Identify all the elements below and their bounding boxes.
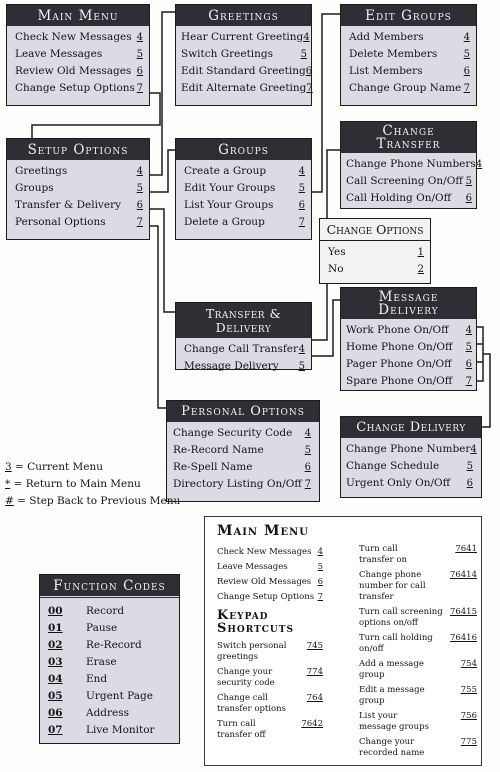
function-codes-title: Function Codes xyxy=(40,575,179,599)
change-transfer-item[interactable]: Call Holding On/Off 6 xyxy=(346,192,472,204)
card-shortcut-item: Switch personal greetings 745 xyxy=(217,641,323,662)
message-delivery-item[interactable]: Work Phone On/Off 4 xyxy=(346,324,472,336)
change-delivery-item[interactable]: Change Schedule 5 xyxy=(346,460,473,472)
setup-options-items xyxy=(7,160,149,231)
personal-options-items xyxy=(167,422,319,493)
edit-groups-item[interactable]: Add Members 4 xyxy=(349,31,470,43)
function-code-row: 06 Address xyxy=(48,707,130,719)
greetings-item[interactable]: Edit Standard Greeting 6 xyxy=(181,65,313,77)
card-shortcut-item: Change phone number for call transfer 76414 xyxy=(359,570,477,602)
card-shortcut-item: Turn call holding on/off 76416 xyxy=(359,633,477,654)
function-code-row: 04 End xyxy=(48,673,108,685)
legend xyxy=(5,459,180,510)
transfer-delivery-title: Transfer & Delivery xyxy=(176,303,311,338)
greetings-title: Greetings xyxy=(176,5,311,26)
message-delivery-item[interactable]: Spare Phone On/Off 7 xyxy=(346,375,472,387)
card-left-column xyxy=(217,547,323,745)
message-delivery-items xyxy=(341,319,476,390)
message-delivery-title-line2: Delivery xyxy=(378,302,439,318)
change-transfer-title xyxy=(341,122,476,153)
main-menu-box xyxy=(6,4,150,106)
card-main-item: Review Old Messages 6 xyxy=(217,577,323,587)
personal-options-title: Personal Options xyxy=(167,401,319,422)
card-shortcut-item: List your message groups 756 xyxy=(359,711,477,732)
card-shortcuts-title: Keypad Shortcuts xyxy=(217,608,294,636)
groups-title: Groups xyxy=(176,139,311,160)
message-delivery-item[interactable]: Pager Phone On/Off 6 xyxy=(346,358,472,370)
card-shortcut-item: Add a message group 754 xyxy=(359,659,477,680)
personal-options-item[interactable]: Re-Spell Name 6 xyxy=(173,461,311,473)
greetings-items xyxy=(176,26,311,97)
edit-groups-title: Edit Groups xyxy=(341,5,476,26)
setup-options-title: Setup Options xyxy=(7,139,149,160)
change-delivery-item[interactable]: Change Phone Number 4 xyxy=(346,443,477,455)
change-options-item[interactable]: Yes 1 xyxy=(328,246,424,258)
personal-options-box xyxy=(166,400,320,502)
edit-groups-items xyxy=(341,26,476,97)
message-delivery-title xyxy=(341,288,476,319)
groups-item[interactable]: Delete a Group 7 xyxy=(184,216,305,228)
main-menu-item[interactable]: Change Setup Options 7 xyxy=(15,82,143,94)
greetings-box xyxy=(175,4,312,106)
legend-row: 3 = Current Menu xyxy=(5,461,104,473)
setup-options-item[interactable]: Greetings 4 xyxy=(15,165,143,177)
transfer-delivery-box xyxy=(175,302,312,370)
greetings-item[interactable]: Hear Current Greeting 4 xyxy=(181,31,310,43)
connector-setup-to-transfer xyxy=(150,209,175,312)
change-transfer-item[interactable]: Change Phone Numbers 4 xyxy=(346,158,483,170)
groups-box xyxy=(175,138,312,240)
card-shortcut-item: Change call transfer options 764 xyxy=(217,693,323,714)
main-menu-item[interactable]: Check New Messages 4 xyxy=(15,31,143,43)
function-codes-list xyxy=(40,599,179,739)
change-transfer-box xyxy=(340,121,483,209)
groups-item[interactable]: Edit Your Groups 5 xyxy=(184,182,305,194)
change-delivery-items xyxy=(341,438,481,492)
change-options-box xyxy=(319,218,431,284)
function-code-row: 01 Pause xyxy=(48,622,118,634)
card-title: Main Menu xyxy=(217,523,309,539)
card-shortcut-item: Turn call screening options on/off 76415 xyxy=(359,607,477,628)
change-options-title: Change Options xyxy=(320,219,430,241)
card-shortcut-item: Turn call transfer on 7641 xyxy=(359,544,477,565)
edit-groups-item[interactable]: Change Group Name 7 xyxy=(349,82,470,94)
edit-groups-item[interactable]: List Members 6 xyxy=(349,65,470,77)
main-menu-title: Main Menu xyxy=(7,5,149,26)
groups-item[interactable]: Create a Group 4 xyxy=(184,165,305,177)
legend-row: # = Step Back to Previous Menu xyxy=(5,495,181,507)
change-transfer-items xyxy=(341,153,483,207)
personal-options-item[interactable]: Directory Listing On/Off 7 xyxy=(173,478,311,490)
function-code-row: 07 Live Monitor xyxy=(48,724,155,736)
change-options-items xyxy=(320,241,430,278)
edit-groups-box xyxy=(340,4,477,106)
change-transfer-item[interactable]: Call Screening On/Off 5 xyxy=(346,175,472,187)
change-delivery-title: Change Delivery xyxy=(341,417,481,438)
card-shortcut-item: Change your security code 774 xyxy=(217,667,323,688)
main-menu-item[interactable]: Leave Messages 5 xyxy=(15,48,143,60)
edit-groups-item[interactable]: Delete Members 5 xyxy=(349,48,470,60)
message-delivery-item[interactable]: Home Phone On/Off 5 xyxy=(346,341,472,353)
function-code-row: 03 Erase xyxy=(48,656,117,668)
connector-groups-to-edit xyxy=(312,14,340,192)
personal-options-item[interactable]: Re-Record Name 5 xyxy=(173,444,311,456)
card-main-item: Leave Messages 5 xyxy=(217,562,323,572)
message-delivery-box xyxy=(340,287,477,391)
change-delivery-box xyxy=(340,416,482,498)
card-shortcut-item: Turn call transfer off 7642 xyxy=(217,719,323,740)
main-menu-item[interactable]: Review Old Messages 6 xyxy=(15,65,143,77)
change-delivery-item[interactable]: Urgent Only On/Off 6 xyxy=(346,477,473,489)
setup-options-item[interactable]: Transfer & Delivery 6 xyxy=(15,199,143,211)
connector-delivery-bracket xyxy=(476,327,483,381)
main-menu-items xyxy=(7,26,149,97)
personal-options-item[interactable]: Change Security Code 4 xyxy=(173,427,311,439)
function-code-row: 05 Urgent Page xyxy=(48,690,153,702)
legend-row: * = Return to Main Menu xyxy=(5,478,141,490)
card-shortcut-item: Change your recorded name 775 xyxy=(359,737,477,758)
card-main-item: Check New Messages 4 xyxy=(217,547,323,557)
card-right-column xyxy=(359,544,477,763)
change-transfer-title-line1: Change xyxy=(382,123,435,139)
card-shortcut-item: Edit a message group 755 xyxy=(359,685,477,706)
function-code-row: 00 Record xyxy=(48,605,125,617)
change-transfer-title-line2: Transfer xyxy=(376,136,441,152)
setup-options-box xyxy=(6,138,150,240)
function-code-row: 02 Re-Record xyxy=(48,639,142,651)
card-main-item: Change Setup Options 7 xyxy=(217,592,323,602)
transfer-delivery-item[interactable]: Change Call Transfer 4 xyxy=(184,343,305,355)
groups-items xyxy=(176,160,311,231)
greetings-item[interactable]: Edit Alternate Greeting 7 xyxy=(181,82,313,94)
transfer-delivery-item[interactable]: Message Delivery 5 xyxy=(184,360,305,372)
transfer-delivery-items xyxy=(176,338,311,375)
message-delivery-title-line1: Message xyxy=(378,289,439,305)
quick-reference-card xyxy=(204,516,482,766)
setup-options-item[interactable]: Personal Options 7 xyxy=(15,216,143,228)
groups-item[interactable]: List Your Groups 6 xyxy=(184,199,305,211)
greetings-item[interactable]: Switch Greetings 5 xyxy=(181,48,307,60)
setup-options-item[interactable]: Groups 5 xyxy=(15,182,143,194)
function-codes-box xyxy=(39,574,180,744)
connector-transfer-to-delivery xyxy=(312,300,340,356)
change-options-item[interactable]: No 2 xyxy=(328,263,424,275)
